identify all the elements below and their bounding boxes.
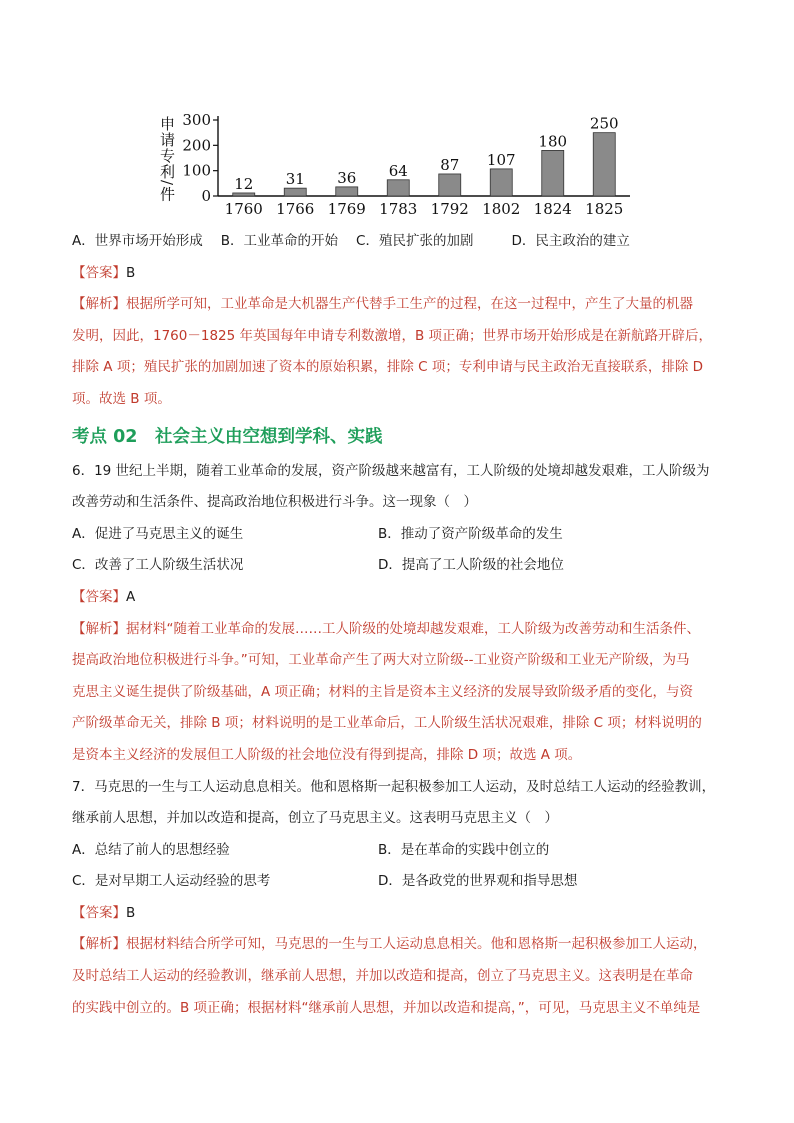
q6-answer xyxy=(72,582,722,614)
chart-x-tick-label: 1766 xyxy=(276,200,315,218)
q7-options-row1 xyxy=(72,835,722,867)
chart-x-tick-label: 1825 xyxy=(585,200,624,218)
chart-y-axis-label: 申请专利/件 xyxy=(158,116,176,203)
chart-x-tick-label: 1769 xyxy=(327,200,366,218)
chart-x-tick-label: 1824 xyxy=(533,200,572,218)
q6-option-c: C．改善了工人阶级生活状况 xyxy=(72,557,244,574)
chart-x-tick-label: 1760 xyxy=(224,200,263,218)
answer-tag: 【答案】 xyxy=(72,904,126,921)
explanation-line: 产阶级革命无关，排除 B 项；材料说明的是工业革命后，工人阶级生活状况艰难，排除 C 项；材料说明的 xyxy=(72,715,702,732)
explanation-line: 提高政治地位积极进行斗争。”可知，工业革命产生了两大对立阶级--工业资产阶级和工业无产阶级，为马 xyxy=(72,652,690,669)
chart-data-label: 31 xyxy=(285,170,305,189)
q6-option-a: A．促进了马克思主义的诞生 xyxy=(72,525,244,542)
chart-bar xyxy=(284,188,306,196)
chart-bar xyxy=(593,133,615,196)
chart-data-label: 36 xyxy=(337,168,357,187)
q6-options-row2 xyxy=(72,550,722,582)
q7-option-c: C．是对早期工人运动经验的思考 xyxy=(72,873,271,890)
explanation-tag: 【解析】 xyxy=(72,296,126,313)
answer-value: B xyxy=(126,264,136,281)
answer-tag: 【答案】 xyxy=(72,264,126,281)
answer-value: B xyxy=(126,904,136,921)
chart-data-label: 12 xyxy=(234,174,254,193)
q5-option-a: A．世界市场开始形成 xyxy=(72,233,203,249)
chart-data-label: 64 xyxy=(388,161,408,180)
chart-y-tick-label: 0 xyxy=(201,187,211,205)
q6-option-b: B．推动了资产阶级革命的发生 xyxy=(378,525,563,542)
chart-bar xyxy=(542,150,564,196)
q7-option-b: B．是在革命的实践中创立的 xyxy=(378,841,550,858)
q6-stem xyxy=(72,456,722,519)
explanation-line: 根据材料结合所学可知，马克思的一生与工人运动息息相关。他和恩格斯一起积极参加工人运动， xyxy=(126,936,707,953)
explanation-tag: 【解析】 xyxy=(72,936,126,953)
explanation-line: 发明，因此，1760－1825 年英国每年申请专利数激增，B 项正确；世界市场开始形成是在新航路开辟后， xyxy=(72,327,713,344)
explanation-line: 是资本主义经济的发展但工人阶级的社会地位没有得到提高，排除 D 项；故选 A 项。 xyxy=(72,746,582,763)
question-line: 改善劳动和生活条件、提高政治地位积极进行斗争。这一现象（ ） xyxy=(72,494,477,511)
chart-y-tick-label: 300 xyxy=(182,111,211,129)
answer-tag: 【答案】 xyxy=(72,588,126,605)
chart-y-tick-label: 200 xyxy=(182,136,211,155)
chart-y-tick-label: 100 xyxy=(182,161,211,180)
question-line: 6．19 世纪上半期，随着工业革命的发展，资产阶级越来越富有，工人阶级的处境却越发艰难，工人阶级为 xyxy=(72,462,710,479)
chart-data-label: 250 xyxy=(589,114,619,133)
document-content xyxy=(72,226,722,1024)
q6-explanation xyxy=(72,614,722,772)
q5-answer xyxy=(72,258,722,290)
q7-answer xyxy=(72,898,722,930)
chart-x-tick-label: 1802 xyxy=(482,200,521,218)
section-heading: 考点 02 社会主义由空想到学科、实践 xyxy=(72,426,383,447)
explanation-line: 排除 A 项；殖民扩张的加剧加速了资本的原始积累，排除 C 项；专利申请与民主政治无直接联系，排除 D xyxy=(72,359,704,376)
q5-explanation xyxy=(72,289,722,415)
explanation-line: 根据所学可知，工业革命是大机器生产代替手工生产的过程，在这一过程中，产生了大量的机器 xyxy=(126,296,693,313)
q7-options-row2 xyxy=(72,866,722,898)
chart-data-label: 87 xyxy=(440,155,460,174)
chart-bar xyxy=(233,193,255,196)
q5-option-d: D．民主政治的建立 xyxy=(511,233,630,249)
explanation-line: 据材料“随着工业革命的发展……工人阶级的处境却越发艰难，工人阶级为改善劳动和生活条件、 xyxy=(126,620,700,637)
explanation-line: 的实践中创立的。B 项正确；根据材料“继承前人思想，并加以改造和提高，”，可见，马克思主义不单纯是 xyxy=(72,999,701,1016)
q5-options xyxy=(72,226,722,258)
explanation-line: 克思主义诞生提供了阶级基础，A 项正确；材料的主旨是资本主义经济的发展导致阶级矛盾的变化，与资 xyxy=(72,683,694,700)
q7-option-d: D．是各政党的世界观和指导思想 xyxy=(378,873,578,890)
q6-option-d: D．提高了工人阶级的社会地位 xyxy=(378,557,564,574)
chart-bar xyxy=(439,174,461,196)
explanation-tag: 【解析】 xyxy=(72,620,126,637)
q5-option-c: C．殖民扩张的加剧 xyxy=(356,233,474,249)
chart-bar xyxy=(387,180,409,196)
chart-data-label: 180 xyxy=(538,132,568,151)
patent-bar-chart xyxy=(150,110,650,222)
chart-bar xyxy=(490,169,512,196)
explanation-line: 及时总结工人运动的经验教训，继承前人思想，并加以改造和提高，创立了马克思主义。这表明是在革命 xyxy=(72,968,693,985)
q5-option-b: B．工业革命的开始 xyxy=(220,233,339,249)
chart-x-tick-label: 1783 xyxy=(379,200,418,218)
q6-options-row1 xyxy=(72,519,722,551)
chart-svg xyxy=(150,110,650,222)
chart-data-label: 107 xyxy=(486,150,516,169)
q7-option-a: A．总结了前人的思想经验 xyxy=(72,841,230,858)
question-line: 7．马克思的一生与工人运动息息相关。他和恩格斯一起积极参加工人运动，及时总结工人运动的经验教训， xyxy=(72,778,716,795)
q7-explanation xyxy=(72,929,722,1024)
answer-value: A xyxy=(126,588,136,605)
chart-bar xyxy=(336,187,358,196)
q7-stem xyxy=(72,772,722,835)
question-line: 继承前人思想，并加以改造和提高，创立了马克思主义。这表明马克思主义（ ） xyxy=(72,810,558,827)
explanation-line: 项。故选 B 项。 xyxy=(72,390,171,407)
chart-x-tick-label: 1792 xyxy=(430,200,469,218)
